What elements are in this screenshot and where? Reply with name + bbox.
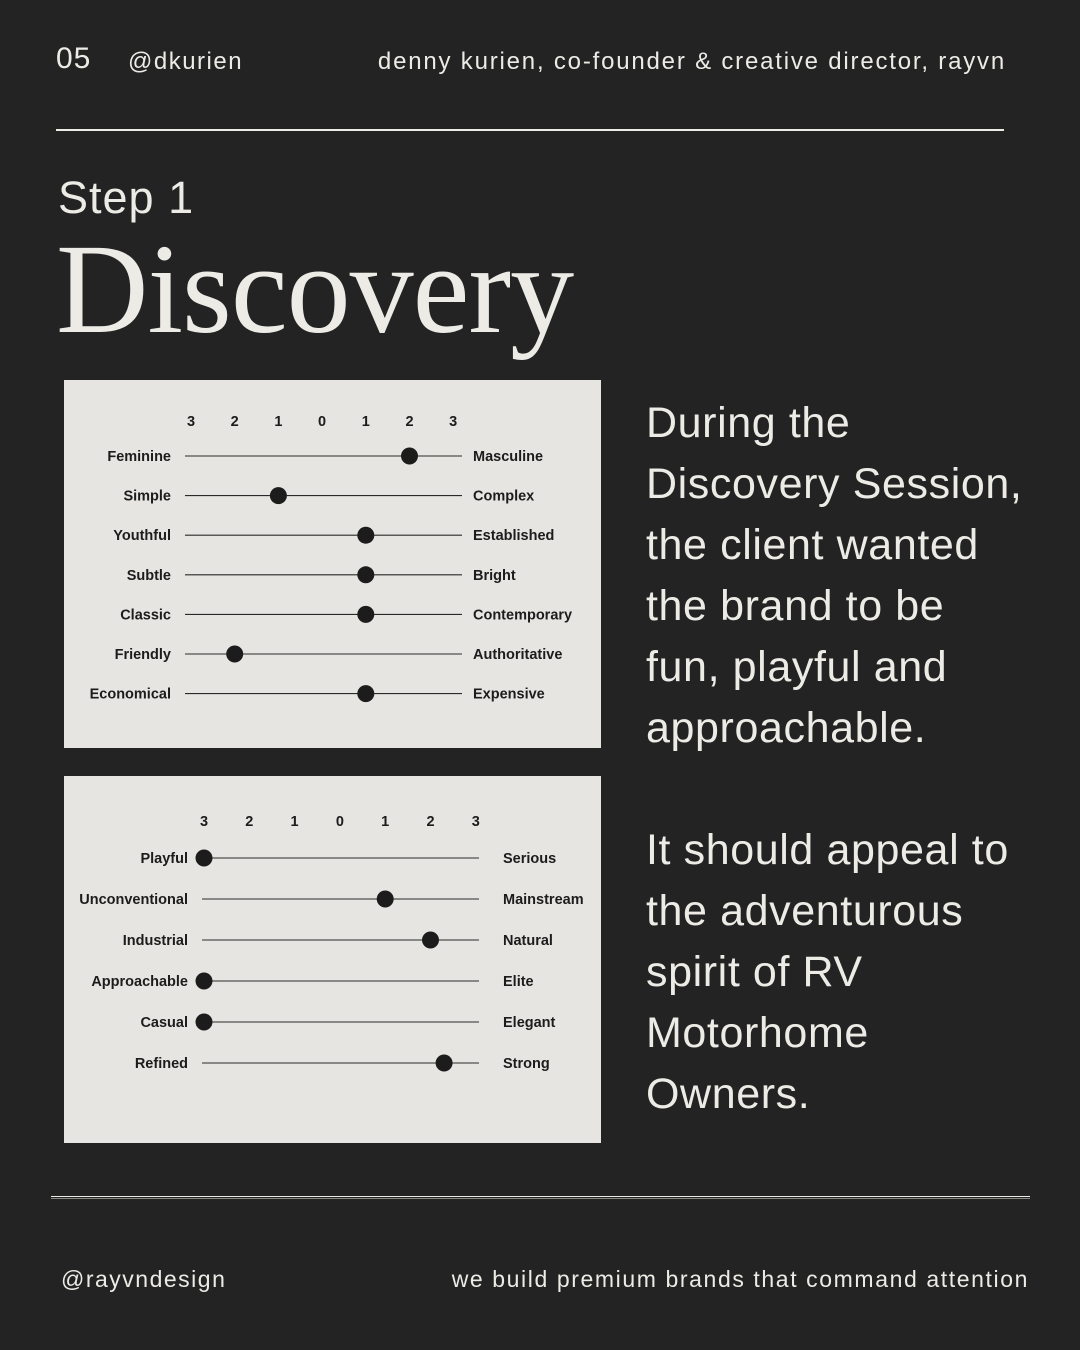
attribute-marker: [357, 527, 374, 544]
left-attribute-label: Casual: [140, 1015, 188, 1031]
step-label: Step 1: [58, 172, 195, 223]
attribute-marker: [226, 646, 243, 663]
scale-tick-label: 0: [335, 814, 344, 830]
left-attribute-label: Approachable: [91, 974, 188, 990]
scale-tick-label: 1: [361, 414, 370, 430]
right-attribute-label: Mainstream: [503, 892, 584, 908]
right-attribute-label: Established: [473, 528, 555, 545]
scale-tick-label: 3: [186, 414, 196, 430]
author-handle: @dkurien: [128, 48, 244, 75]
scale-tick-label: 3: [449, 414, 458, 430]
attribute-marker: [377, 891, 394, 908]
left-attribute-label: Youthful: [113, 528, 171, 545]
author-byline: denny kurien, co-founder & creative director, rayvn: [377, 48, 1006, 75]
scale-tick-label: 1: [274, 414, 283, 430]
left-attribute-label: Feminine: [107, 449, 171, 465]
brand-handle: @rayvndesign: [61, 1266, 227, 1292]
right-attribute-label: Masculine: [473, 449, 544, 465]
right-attribute-label: Elegant: [503, 1015, 556, 1031]
scale-tick-label: 3: [471, 814, 480, 830]
attribute-marker: [196, 1014, 213, 1031]
attribute-marker: [357, 606, 374, 623]
scale-tick-label: 0: [318, 414, 327, 430]
left-attribute-label: Refined: [134, 1056, 188, 1072]
right-attribute-label: Strong: [503, 1056, 550, 1072]
attribute-marker: [270, 487, 287, 504]
attribute-marker: [357, 685, 374, 702]
attribute-marker: [357, 566, 374, 583]
left-attribute-label: Playful: [140, 851, 188, 867]
right-attribute-label: Contemporary: [473, 607, 573, 624]
appeal-paragraph: It should appeal to the adventurous spirit of RV Motorhome Owners.: [646, 826, 1009, 1118]
bottom-divider: [51, 1196, 1030, 1197]
right-attribute-label: Natural: [503, 933, 553, 949]
left-attribute-label: Subtle: [126, 567, 171, 584]
left-attribute-label: Classic: [120, 607, 171, 624]
page-title: Discovery: [56, 218, 574, 360]
scale-tick-label: 1: [381, 814, 390, 830]
brand-tagline: we build premium brands that command attention: [451, 1266, 1029, 1292]
top-divider: [56, 129, 1004, 131]
right-attribute-label: Bright: [473, 567, 516, 584]
scale-tick-label: 2: [405, 414, 414, 430]
left-attribute-label: Unconventional: [79, 892, 188, 908]
left-attribute-label: Industrial: [122, 933, 188, 949]
scale-tick-label: 2: [426, 814, 435, 830]
right-attribute-label: Elite: [503, 974, 534, 990]
left-attribute-label: Simple: [123, 488, 171, 505]
scale-tick-label: 2: [245, 814, 254, 830]
attribute-marker: [422, 932, 439, 949]
right-attribute-label: Serious: [503, 851, 557, 867]
scale-tick-label: 2: [230, 414, 239, 430]
right-attribute-label: Complex: [473, 488, 535, 505]
discovery-paragraph: During the Discovery Session, the client wanted the brand to be fun, playful and approachable.: [646, 399, 1023, 752]
attribute-marker: [401, 448, 418, 465]
brand-attribute-chart-2: [64, 776, 601, 1143]
attribute-marker: [436, 1055, 453, 1072]
scale-tick-label: 1: [290, 814, 299, 830]
left-attribute-label: Friendly: [114, 647, 171, 663]
page-number: 05: [56, 42, 92, 75]
attribute-chart-svg: [64, 776, 601, 1143]
bottom-divider-shadow: [51, 1198, 1030, 1199]
brand-attribute-chart-1: [64, 380, 601, 748]
right-attribute-label: Authoritative: [473, 647, 563, 663]
attribute-chart-svg: [64, 380, 601, 748]
right-attribute-label: Expensive: [473, 686, 545, 703]
left-attribute-label: Economical: [89, 686, 171, 703]
attribute-marker: [196, 973, 213, 990]
scale-tick-label: 3: [199, 814, 209, 830]
attribute-marker: [196, 850, 213, 867]
